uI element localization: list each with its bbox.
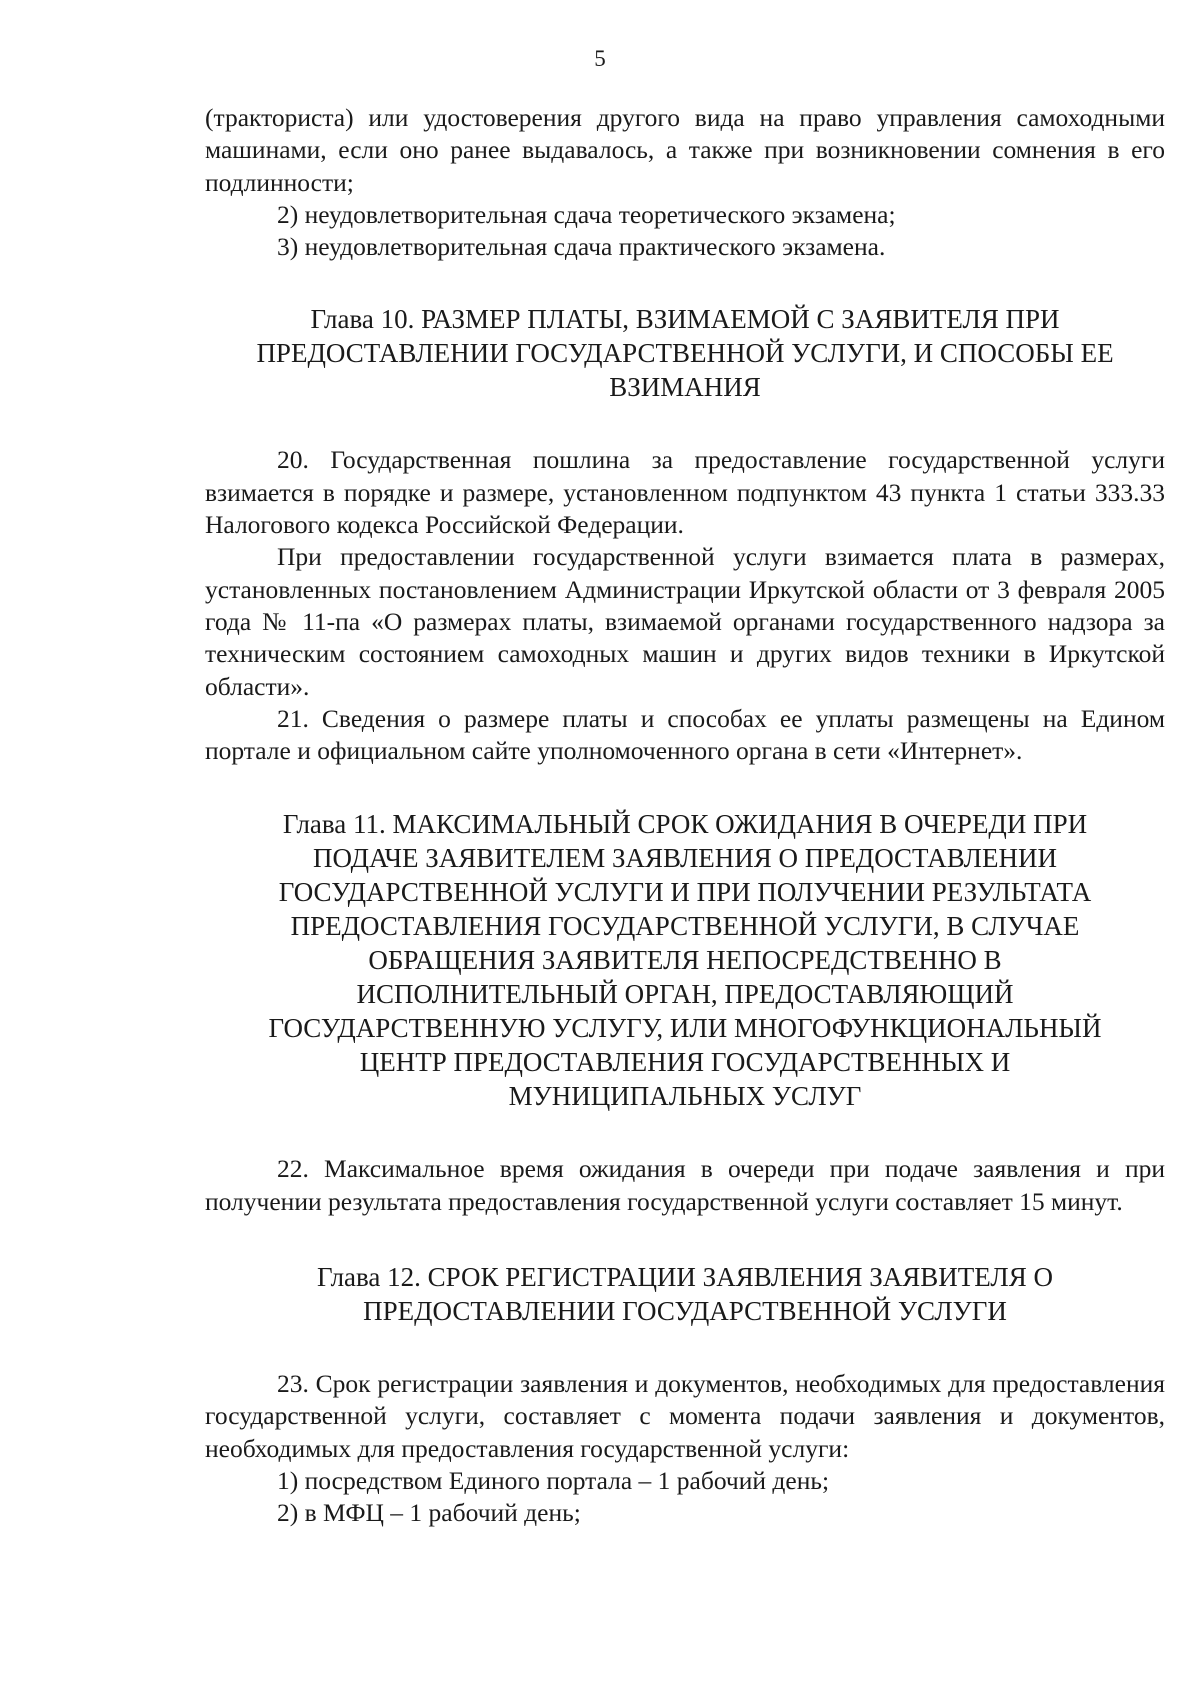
list-item-1: 1) посредством Единого портала – 1 рабочий день; (277, 1465, 830, 1495)
heading-line: ЦЕНТР ПРЕДОСТАВЛЕНИЯ ГОСУДАРСТВЕННЫХ И (359, 1047, 1011, 1078)
paragraph-continuation: (тракториста) или удостоверения другого вида на право управления самоходными машинами, если оно ранее выдавалось, а также при возникновении сомнения в его подлинности; (205, 103, 1165, 197)
paragraph-22: 22. Максимальное время ожидания в очереди при подаче заявления и при получении результата предоставления государственной услуги составляет 15 минут. (205, 1154, 1165, 1216)
heading-line: ГОСУДАРСТВЕННОЙ УСЛУГИ И ПРИ ПОЛУЧЕНИИ РЕЗУЛЬТАТА (278, 877, 1092, 908)
page-number: 5 (594, 46, 606, 71)
paragraph-21: 21. Сведения о размере платы и способах ее уплаты размещены на Едином портале и официальном сайте уполномоченного органа в сети «Интернет». (205, 703, 1165, 766)
paragraph-20: 20. Государственная пошлина за предоставление государственной услуги взимается в порядке и размере, установленном подпунктом 43 пункта 1 статьи 333.33 Налогового кодекса Российской Федерации. (205, 445, 1165, 540)
paragraph-23: 23. Срок регистрации заявления и документов, необходимых для предоставления государственной услуги, составляет с момента подачи заявления и документов, необходимых для предоставления государственной услуги: (205, 1369, 1165, 1463)
heading-line: ПРЕДОСТАВЛЕНИИ ГОСУДАРСТВЕННОЙ УСЛУГИ, И СПОСОБЫ ЕЕ (256, 338, 1114, 369)
list-item-3: 3) неудовлетворительная сдача практического экзамена. (277, 232, 886, 262)
heading-line: ПОДАЧЕ ЗАЯВИТЕЛЕМ ЗАЯВЛЕНИЯ О ПРЕДОСТАВЛЕНИИ (312, 843, 1057, 874)
chapter-11-heading (205, 807, 1165, 1113)
heading-line: ГОСУДАРСТВЕННУЮ УСЛУГУ, ИЛИ МНОГОФУНКЦИОНАЛЬНЫЙ (268, 1013, 1102, 1044)
list-item-2: 2) неудовлетворительная сдача теоретического экзамена; (277, 199, 896, 229)
chapter-10-heading (205, 302, 1165, 404)
paragraph-20-fee: При предоставлении государственной услуги взимается плата в размерах, установленных постановлением Администрации Иркутской области от 3 февраля 2005 года № 11-па «О размерах платы, взимаемой органами государственного надзора за техническим состоянием самоходных машин и других видов техники в Иркутской области». (205, 542, 1165, 701)
heading-line: ВЗИМАНИЯ (609, 372, 761, 403)
heading-line: МУНИЦИПАЛЬНЫХ УСЛУГ (508, 1081, 862, 1112)
list-item-2: 2) в МФЦ – 1 рабочий день; (277, 1498, 581, 1528)
heading-line: Глава 12. СРОК РЕГИСТРАЦИИ ЗАЯВЛЕНИЯ ЗАЯВИТЕЛЯ О (316, 1262, 1053, 1293)
chapter-12-heading (205, 1260, 1165, 1328)
heading-line: Глава 11. МАКСИМАЛЬНЫЙ СРОК ОЖИДАНИЯ В ОЧЕРЕДИ ПРИ (282, 809, 1088, 840)
heading-line: ОБРАЩЕНИЯ ЗАЯВИТЕЛЯ НЕПОСРЕДСТВЕННО В (368, 945, 1002, 976)
heading-line: Глава 10. РАЗМЕР ПЛАТЫ, ВЗИМАЕМОЙ С ЗАЯВИТЕЛЯ ПРИ (310, 304, 1060, 335)
heading-line: ПРЕДОСТАВЛЕНИИ ГОСУДАРСТВЕННОЙ УСЛУГИ (363, 1296, 1007, 1327)
heading-line: ИСПОЛНИТЕЛЬНЫЙ ОРГАН, ПРЕДОСТАВЛЯЮЩИЙ (356, 979, 1014, 1010)
heading-line: ПРЕДОСТАВЛЕНИЯ ГОСУДАРСТВЕННОЙ УСЛУГИ, В СЛУЧАЕ (290, 911, 1080, 942)
document-body (205, 102, 1165, 1530)
